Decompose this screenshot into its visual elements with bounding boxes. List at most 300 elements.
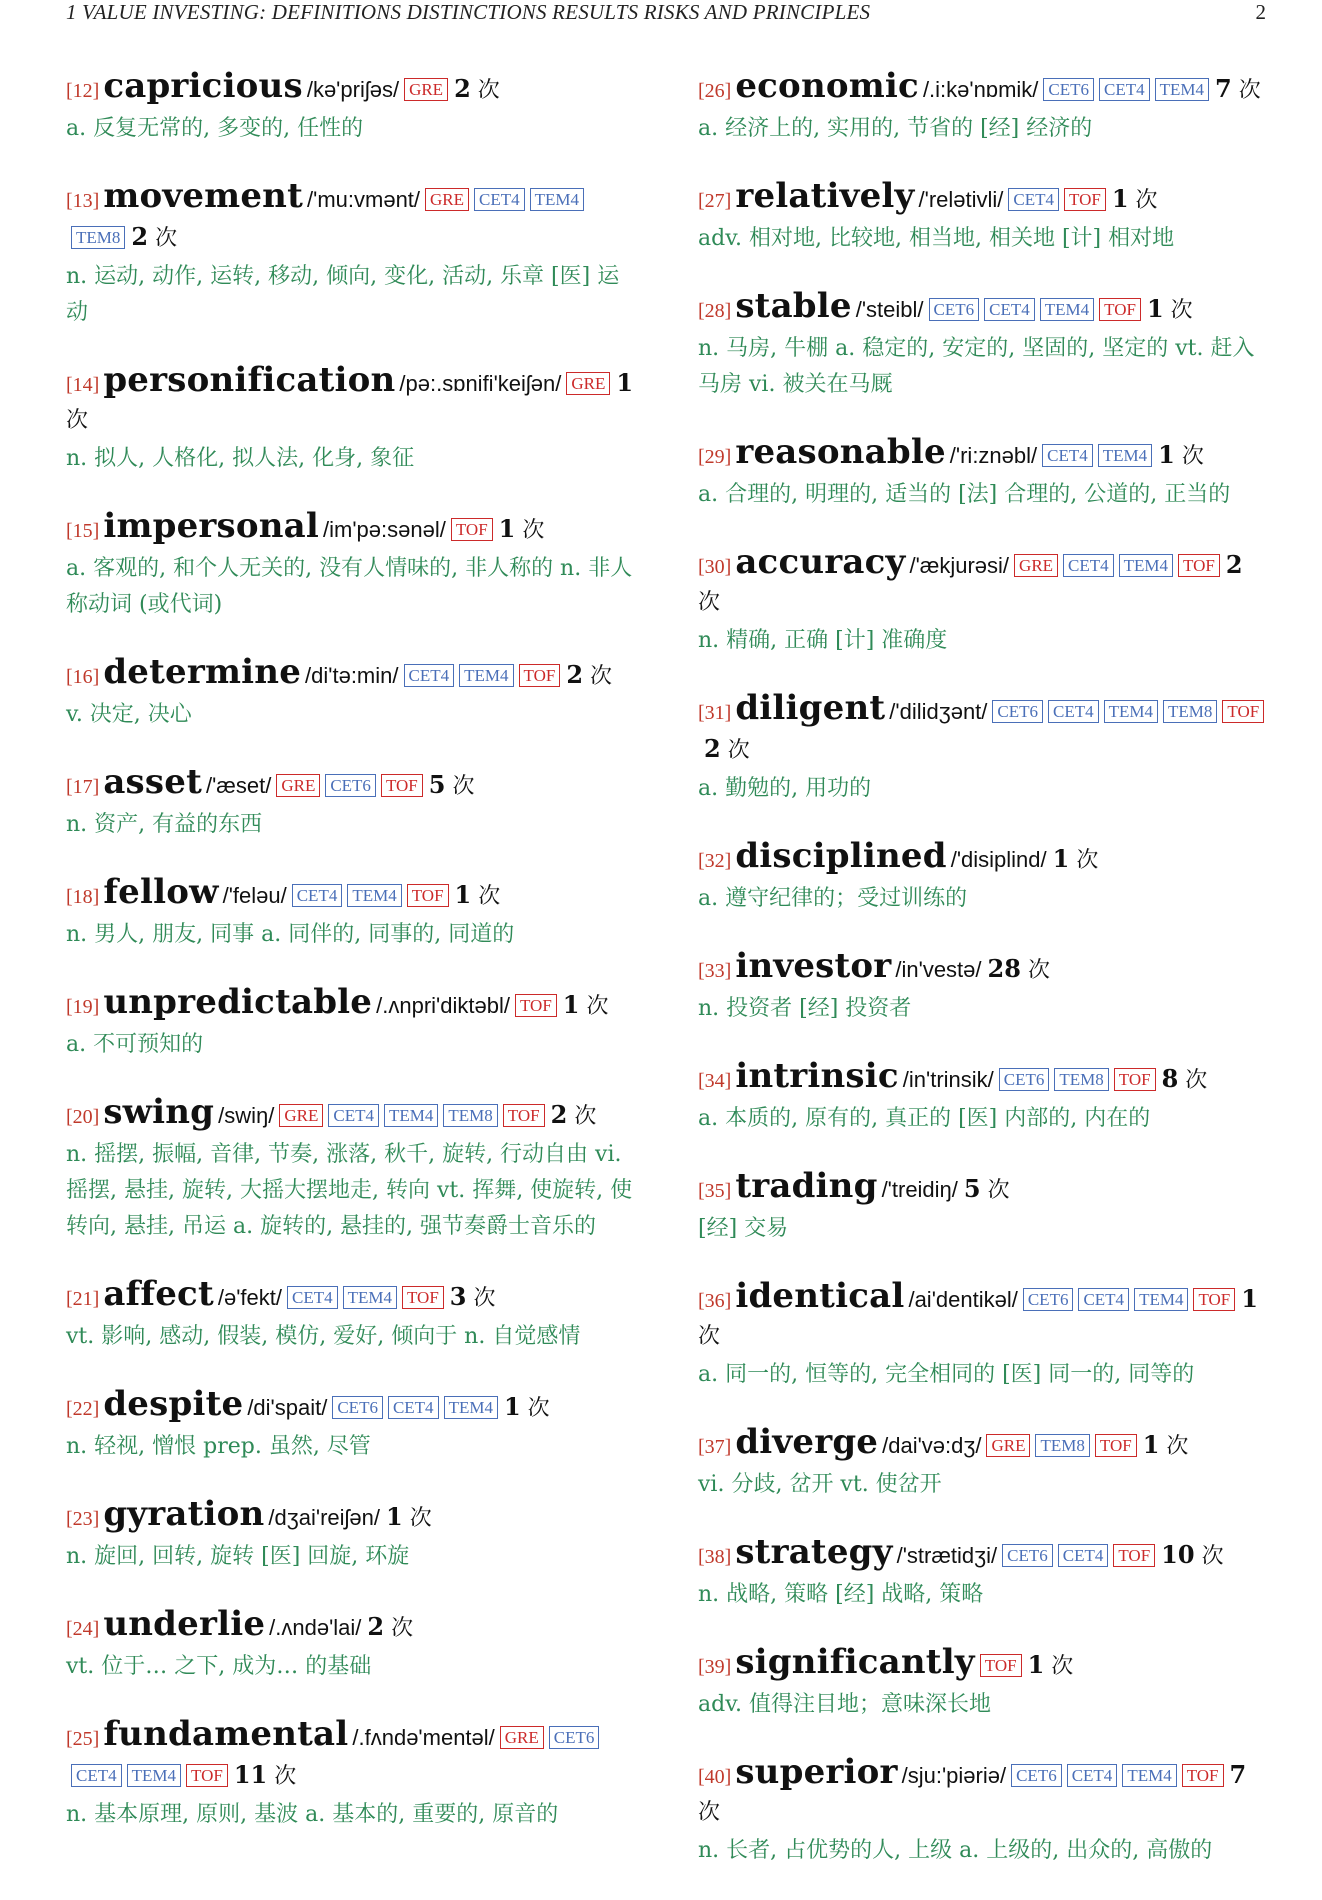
headword: investor xyxy=(735,946,892,986)
pronunciation: /.fʌndə'mentəl/ xyxy=(352,1725,495,1750)
exam-tag-badge: CET4 xyxy=(1078,1288,1129,1311)
occurrence-count xyxy=(987,954,1050,983)
exam-tag-badge: CET6 xyxy=(1011,1764,1062,1787)
pronunciation: /.ʌnpri'diktəbl/ xyxy=(376,993,510,1018)
entry-index: [30] xyxy=(698,556,732,578)
exam-tag-badge: CET4 xyxy=(1008,188,1059,211)
occurrence-count xyxy=(454,74,500,103)
entry-index: [37] xyxy=(698,1436,732,1458)
occurrence-count xyxy=(1146,294,1193,323)
pronunciation: /'strætidʒi/ xyxy=(896,1543,998,1568)
exam-tag-badge: CET4 xyxy=(328,1104,379,1127)
exam-tag-badge: TOF xyxy=(1095,1434,1137,1457)
entry-headline xyxy=(698,544,1270,621)
definition: n. 运动, 动作, 运转, 移动, 倾向, 变化, 活动, 乐章 [医] 运动 xyxy=(66,264,620,325)
exam-tag-badge: TEM8 xyxy=(71,226,125,249)
exam-tag-badge: TOF xyxy=(515,994,557,1017)
count-unit: 次 xyxy=(409,1506,432,1531)
occurrence-count xyxy=(1158,440,1204,469)
definition: a. 合理的, 明理的, 适当的 [法] 合理的, 公道的, 正当的 xyxy=(698,482,1231,507)
entry-headline xyxy=(698,1534,1270,1575)
vocab-entry xyxy=(698,1278,1270,1393)
entry-index: [29] xyxy=(698,446,732,468)
count-number: 1 xyxy=(562,990,580,1019)
exam-tag-badge: TEM4 xyxy=(384,1104,438,1127)
pronunciation: /di'tə:min/ xyxy=(305,663,399,688)
count-unit: 次 xyxy=(698,1324,721,1349)
exam-tag-badge: GRE xyxy=(276,774,320,797)
headword: diligent xyxy=(735,688,886,728)
count-number: 1 xyxy=(454,880,472,909)
definition: vi. 分歧, 岔开 vt. 使岔开 xyxy=(698,1472,942,1497)
pronunciation: /in'vestə/ xyxy=(895,957,982,982)
exam-tag-badge: TOF xyxy=(451,518,493,541)
exam-tag-badge: CET4 xyxy=(71,1764,122,1787)
exam-tag-badge: TEM4 xyxy=(1155,78,1209,101)
entry-index: [22] xyxy=(66,1398,100,1420)
count-unit: 次 xyxy=(66,408,89,433)
count-number: 1 xyxy=(498,514,516,543)
entry-index: [12] xyxy=(66,80,100,102)
entry-headline xyxy=(698,1754,1270,1831)
count-unit: 次 xyxy=(586,994,609,1019)
exam-tag-badge: TEM8 xyxy=(1035,1434,1089,1457)
count-number: 7 xyxy=(1229,1760,1247,1789)
entry-headline xyxy=(698,68,1270,109)
count-unit: 次 xyxy=(274,1764,297,1789)
count-unit: 次 xyxy=(155,226,178,251)
pronunciation: /ə'fekt/ xyxy=(217,1285,282,1310)
headword: asset xyxy=(103,762,202,802)
occurrence-count xyxy=(1161,1064,1208,1093)
pronunciation: /'mu:vmənt/ xyxy=(307,187,421,212)
pronunciation: /'steibl/ xyxy=(855,297,924,322)
entry-headline xyxy=(66,764,638,805)
pronunciation: /'ri:znəbl/ xyxy=(949,443,1038,468)
pronunciation: /'disiplind/ xyxy=(950,847,1047,872)
definition: n. 资产, 有益的东西 xyxy=(66,812,263,837)
occurrence-count xyxy=(233,1760,297,1789)
vocab-entry xyxy=(698,838,1270,917)
exam-tag-badge: TEM4 xyxy=(347,884,401,907)
entry-headline xyxy=(698,1278,1270,1355)
occurrence-count xyxy=(1161,1540,1224,1569)
headword: diverge xyxy=(735,1422,879,1462)
entry-index: [24] xyxy=(66,1618,100,1640)
exam-tag-badge: TOF xyxy=(1178,554,1220,577)
headword: unpredictable xyxy=(103,982,373,1022)
count-unit: 次 xyxy=(1201,1544,1224,1569)
exam-tag-badge: TEM4 xyxy=(127,1764,181,1787)
occurrence-count xyxy=(503,1392,550,1421)
occurrence-count xyxy=(449,1282,496,1311)
entry-headline xyxy=(66,178,638,257)
count-number: 3 xyxy=(449,1282,467,1311)
headword: identical xyxy=(735,1276,905,1316)
pronunciation: /pə:.sɒnifi'keiʃən/ xyxy=(399,371,562,396)
entry-index: [38] xyxy=(698,1546,732,1568)
pronunciation: /.i:kə'nɒmik/ xyxy=(922,77,1039,102)
vocab-entry xyxy=(698,68,1270,147)
pronunciation: /'æset/ xyxy=(205,773,272,798)
exam-tag-badge: CET6 xyxy=(929,298,980,321)
definition: n. 旋回, 回转, 旋转 [医] 回旋, 环旋 xyxy=(66,1544,410,1569)
exam-tag-badge: TEM4 xyxy=(343,1286,397,1309)
pronunciation: /'treidiŋ/ xyxy=(881,1177,958,1202)
count-number: 1 xyxy=(1142,1430,1160,1459)
exam-tag-badge: TOF xyxy=(519,664,561,687)
exam-tag-badge: TOF xyxy=(402,1286,444,1309)
headword: economic xyxy=(735,66,919,106)
pronunciation: /im'pə:sənəl/ xyxy=(323,517,446,542)
exam-tag-badge: CET4 xyxy=(1058,1544,1109,1567)
count-number: 5 xyxy=(428,770,446,799)
exam-tag-badge: TEM8 xyxy=(1163,700,1217,723)
count-unit: 次 xyxy=(1166,1434,1189,1459)
vocab-entry xyxy=(66,654,638,733)
entry-headline xyxy=(66,1094,638,1135)
definition: n. 男人, 朋友, 同事 a. 同伴的, 同事的, 同道的 xyxy=(66,922,515,947)
count-number: 1 xyxy=(1111,184,1129,213)
count-unit: 次 xyxy=(1181,444,1204,469)
left-column xyxy=(66,68,638,1864)
headword: personification xyxy=(103,360,396,400)
count-unit: 次 xyxy=(1051,1654,1074,1679)
definition: a. 不可预知的 xyxy=(66,1032,204,1057)
vocab-entry xyxy=(66,1386,638,1465)
count-number: 2 xyxy=(704,734,721,763)
exam-tag-badge: CET4 xyxy=(1063,554,1114,577)
right-column xyxy=(698,68,1270,1900)
vocab-entry xyxy=(698,1168,1270,1247)
pronunciation: /'ækjurəsi/ xyxy=(909,553,1010,578)
count-unit: 次 xyxy=(1076,848,1099,873)
exam-tag-badge: TOF xyxy=(1193,1288,1235,1311)
headword: underlie xyxy=(103,1604,266,1644)
vocab-entry xyxy=(66,1276,638,1355)
occurrence-count xyxy=(704,734,750,763)
entry-index: [33] xyxy=(698,960,732,982)
entry-headline xyxy=(66,362,638,439)
exam-tag-badge: TOF xyxy=(407,884,449,907)
definition: vt. 位于… 之下, 成为… 的基础 xyxy=(66,1654,372,1679)
exam-tag-badge: GRE xyxy=(425,188,469,211)
entry-index: [32] xyxy=(698,850,732,872)
headword: movement xyxy=(103,176,304,216)
definition: a. 同一的, 恒等的, 完全相同的 [医] 同一的, 同等的 xyxy=(698,1362,1195,1387)
exam-tag-badge: CET4 xyxy=(404,664,455,687)
entry-index: [25] xyxy=(66,1728,100,1750)
count-unit: 次 xyxy=(574,1104,597,1129)
headword: reasonable xyxy=(735,432,946,472)
occurrence-count xyxy=(131,222,178,251)
exam-tag-badge: CET4 xyxy=(1048,700,1099,723)
definition: vt. 影响, 感动, 假装, 模仿, 爱好, 倾向于 n. 自觉感情 xyxy=(66,1324,581,1349)
headword: intrinsic xyxy=(735,1056,899,1096)
occurrence-count xyxy=(963,1174,1010,1203)
headword: fellow xyxy=(103,872,219,912)
exam-tag-badge: GRE xyxy=(500,1726,544,1749)
entry-headline xyxy=(66,874,638,915)
occurrence-count xyxy=(562,990,609,1019)
vocab-entry xyxy=(66,1716,638,1833)
occurrence-count xyxy=(367,1612,414,1641)
headword: gyration xyxy=(103,1494,265,1534)
count-number: 2 xyxy=(131,222,149,251)
exam-tag-badge: TOF xyxy=(1182,1764,1224,1787)
headword: determine xyxy=(103,652,302,692)
vocab-entry xyxy=(698,1754,1270,1869)
count-number: 2 xyxy=(1225,550,1243,579)
count-number: 11 xyxy=(233,1760,268,1789)
vocab-entry xyxy=(66,874,638,953)
headword: swing xyxy=(103,1092,215,1132)
headword: fundamental xyxy=(103,1714,349,1754)
definition: adv. 相对地, 比较地, 相当地, 相关地 [计] 相对地 xyxy=(698,226,1175,251)
pronunciation: /'feləu/ xyxy=(222,883,287,908)
occurrence-count xyxy=(386,1502,432,1531)
entry-index: [17] xyxy=(66,776,100,798)
definition: a. 经济上的, 实用的, 节省的 [经] 经济的 xyxy=(698,116,1093,141)
entry-headline xyxy=(66,1496,638,1537)
entry-index: [13] xyxy=(66,190,100,212)
exam-tag-badge: TEM8 xyxy=(443,1104,497,1127)
entry-index: [34] xyxy=(698,1070,732,1092)
vocab-entry xyxy=(698,434,1270,513)
occurrence-count xyxy=(1052,844,1099,873)
exam-tag-badge: TOF xyxy=(381,774,423,797)
exam-tag-badge: CET4 xyxy=(388,1396,439,1419)
count-number: 1 xyxy=(1146,294,1164,323)
exam-tag-badge: TEM4 xyxy=(1040,298,1094,321)
occurrence-count xyxy=(1215,74,1261,103)
exam-tag-badge: TEM4 xyxy=(1134,1288,1188,1311)
page-number: 2 xyxy=(1255,0,1266,24)
entry-index: [26] xyxy=(698,80,732,102)
pronunciation: /sju:'piəriə/ xyxy=(901,1763,1007,1788)
exam-tag-badge: TOF xyxy=(1222,700,1264,723)
vocab-entry xyxy=(66,68,638,147)
exam-tag-badge: TEM4 xyxy=(1098,444,1152,467)
exam-tag-badge: TOF xyxy=(186,1764,228,1787)
headword: despite xyxy=(103,1384,244,1424)
exam-tag-badge: TEM4 xyxy=(459,664,513,687)
entry-index: [39] xyxy=(698,1656,732,1678)
exam-tag-badge: GRE xyxy=(566,372,610,395)
vocab-entry xyxy=(66,508,638,623)
occurrence-count xyxy=(454,880,501,909)
entry-index: [18] xyxy=(66,886,100,908)
exam-tag-badge: CET4 xyxy=(292,884,343,907)
count-unit: 次 xyxy=(698,590,721,615)
definition: v. 决定, 决心 xyxy=(66,702,192,727)
headword: trading xyxy=(735,1166,878,1206)
entry-index: [28] xyxy=(698,300,732,322)
pronunciation: /.ʌndə'lai/ xyxy=(269,1615,362,1640)
definition: a. 本质的, 原有的, 真正的 [医] 内部的, 内在的 xyxy=(698,1106,1151,1131)
entry-headline xyxy=(66,508,638,549)
occurrence-count xyxy=(1142,1430,1189,1459)
exam-tag-badge: CET4 xyxy=(1099,78,1150,101)
entry-headline xyxy=(66,1716,638,1795)
count-unit: 次 xyxy=(1185,1068,1208,1093)
exam-tag-badge: TOF xyxy=(1113,1544,1155,1567)
count-number: 2 xyxy=(566,660,584,689)
vocab-entry xyxy=(66,1496,638,1575)
exam-tag-badge: TOF xyxy=(1064,188,1106,211)
entry-headline xyxy=(698,1424,1270,1465)
pronunciation: /ai'dentikəl/ xyxy=(908,1287,1018,1312)
vocab-entry xyxy=(698,178,1270,257)
count-unit: 次 xyxy=(473,1286,496,1311)
definition: n. 马房, 牛棚 a. 稳定的, 安定的, 坚固的, 坚定的 vt. 赶入马房 vi. 被关在马厩 xyxy=(698,336,1255,397)
occurrence-count xyxy=(1111,184,1158,213)
pronunciation: /'dilidʒənt/ xyxy=(889,699,988,724)
headword: affect xyxy=(103,1274,214,1314)
definition: n. 长者, 占优势的人, 上级 a. 上级的, 出众的, 高傲的 xyxy=(698,1838,1213,1863)
exam-tag-badge: TEM4 xyxy=(1122,1764,1176,1787)
vocab-entry xyxy=(66,362,638,477)
count-number: 10 xyxy=(1161,1540,1195,1569)
definition: a. 遵守纪律的；受过训练的 xyxy=(698,886,968,911)
count-number: 5 xyxy=(963,1174,981,1203)
vocab-entry xyxy=(66,178,638,331)
count-number: 2 xyxy=(550,1100,568,1129)
count-unit: 次 xyxy=(1135,188,1158,213)
headword: capricious xyxy=(103,66,303,106)
vocab-entry xyxy=(698,948,1270,1027)
entry-index: [35] xyxy=(698,1180,732,1202)
occurrence-count xyxy=(428,770,475,799)
vocab-entry xyxy=(66,1606,638,1685)
entry-headline xyxy=(698,1168,1270,1209)
pronunciation: /kə'priʃəs/ xyxy=(306,77,400,102)
exam-tag-badge: CET4 xyxy=(1042,444,1093,467)
exam-tag-badge: CET6 xyxy=(992,700,1043,723)
count-number: 2 xyxy=(454,74,471,103)
entry-index: [40] xyxy=(698,1766,732,1788)
count-number: 8 xyxy=(1161,1064,1179,1093)
count-unit: 次 xyxy=(727,738,750,763)
count-unit: 次 xyxy=(477,78,500,103)
count-number: 28 xyxy=(987,954,1021,983)
vocab-entry xyxy=(66,984,638,1063)
headword: impersonal xyxy=(103,506,320,546)
exam-tag-badge: TEM8 xyxy=(1054,1068,1108,1091)
count-unit: 次 xyxy=(1238,78,1261,103)
headword: relatively xyxy=(735,176,915,216)
vocab-entry xyxy=(698,544,1270,659)
pronunciation: /in'trinsik/ xyxy=(902,1067,994,1092)
definition: n. 基本原理, 原则, 基波 a. 基本的, 重要的, 原音的 xyxy=(66,1802,559,1827)
occurrence-count xyxy=(550,1100,597,1129)
vocab-entry xyxy=(698,1534,1270,1613)
entry-index: [36] xyxy=(698,1290,732,1312)
definition: adv. 值得注目地；意味深长地 xyxy=(698,1692,992,1717)
count-unit: 次 xyxy=(987,1178,1010,1203)
pronunciation: /'relətivli/ xyxy=(918,187,1004,212)
entry-headline xyxy=(66,1386,638,1427)
occurrence-count xyxy=(566,660,613,689)
count-number: 7 xyxy=(1215,74,1232,103)
headword: significantly xyxy=(735,1642,975,1682)
headword: stable xyxy=(735,286,852,326)
occurrence-count xyxy=(498,514,545,543)
exam-tag-badge: CET6 xyxy=(325,774,376,797)
entry-headline xyxy=(698,288,1270,329)
count-number: 1 xyxy=(1158,440,1175,469)
exam-tag-badge: GRE xyxy=(404,78,448,101)
exam-tag-badge: TEM4 xyxy=(1104,700,1158,723)
entry-index: [16] xyxy=(66,666,100,688)
running-title: 1 VALUE INVESTING: DEFINITIONS DISTINCTIONS RESULTS RISKS AND PRINCIPLES xyxy=(66,0,871,24)
pronunciation: /dai'və:dʒ/ xyxy=(882,1433,982,1458)
definition: a. 反复无常的, 多变的, 任性的 xyxy=(66,116,364,141)
entry-headline xyxy=(66,984,638,1025)
entry-headline xyxy=(698,690,1270,769)
exam-tag-badge: TEM4 xyxy=(444,1396,498,1419)
entry-headline xyxy=(66,68,638,109)
entry-headline xyxy=(66,1606,638,1647)
exam-tag-badge: CET4 xyxy=(1067,1764,1118,1787)
definition: a. 客观的, 和个人无关的, 没有人情味的, 非人称的 n. 非人称动词 (或代词) xyxy=(66,556,633,617)
entry-index: [14] xyxy=(66,374,100,396)
exam-tag-badge: CET6 xyxy=(1023,1288,1074,1311)
exam-tag-badge: CET6 xyxy=(999,1068,1050,1091)
definition: a. 勤勉的, 用功的 xyxy=(698,776,872,801)
entry-headline xyxy=(698,1644,1270,1685)
count-unit: 次 xyxy=(590,664,613,689)
exam-tag-badge: TEM4 xyxy=(530,188,584,211)
definition: n. 精确, 正确 [计] 准确度 xyxy=(698,628,948,653)
count-unit: 次 xyxy=(527,1396,550,1421)
entry-index: [20] xyxy=(66,1106,100,1128)
count-number: 1 xyxy=(1052,844,1070,873)
exam-tag-badge: CET4 xyxy=(287,1286,338,1309)
exam-tag-badge: CET6 xyxy=(332,1396,383,1419)
exam-tag-badge: TOF xyxy=(980,1654,1022,1677)
headword: superior xyxy=(735,1752,898,1792)
count-unit: 次 xyxy=(698,1800,721,1825)
definition: n. 摇摆, 振幅, 音律, 节奏, 涨落, 秋千, 旋转, 行动自由 vi. 摇摆, 悬挂, 旋转, 大摇大摆地走, 转向 vt. 挥舞, 使旋转, 使转向, 悬挂, 吊运 a. 旋转的, 悬挂的, 强节奏爵士音乐的 xyxy=(66,1142,633,1239)
headword: disciplined xyxy=(735,836,947,876)
count-unit: 次 xyxy=(1027,958,1050,983)
exam-tag-badge: GRE xyxy=(279,1104,323,1127)
count-unit: 次 xyxy=(522,518,545,543)
vocab-entry xyxy=(698,1644,1270,1723)
count-unit: 次 xyxy=(452,774,475,799)
entry-headline xyxy=(698,948,1270,989)
count-number: 1 xyxy=(616,368,634,397)
definition: n. 轻视, 憎恨 prep. 虽然, 尽管 xyxy=(66,1434,371,1459)
exam-tag-badge: TOF xyxy=(503,1104,545,1127)
occurrence-count xyxy=(1027,1650,1074,1679)
exam-tag-badge: GRE xyxy=(1014,554,1058,577)
count-number: 1 xyxy=(1027,1650,1045,1679)
headword: accuracy xyxy=(735,542,906,582)
pronunciation: /swiŋ/ xyxy=(218,1103,275,1128)
entry-headline xyxy=(698,838,1270,879)
definition: n. 拟人, 人格化, 拟人法, 化身, 象征 xyxy=(66,446,415,471)
headword: strategy xyxy=(735,1532,893,1572)
count-number: 1 xyxy=(1241,1284,1258,1313)
exam-tag-badge: CET6 xyxy=(549,1726,600,1749)
entry-index: [15] xyxy=(66,520,100,542)
exam-tag-badge: CET4 xyxy=(474,188,525,211)
count-number: 1 xyxy=(386,1502,403,1531)
entry-headline xyxy=(698,1058,1270,1099)
entry-index: [31] xyxy=(698,702,732,724)
